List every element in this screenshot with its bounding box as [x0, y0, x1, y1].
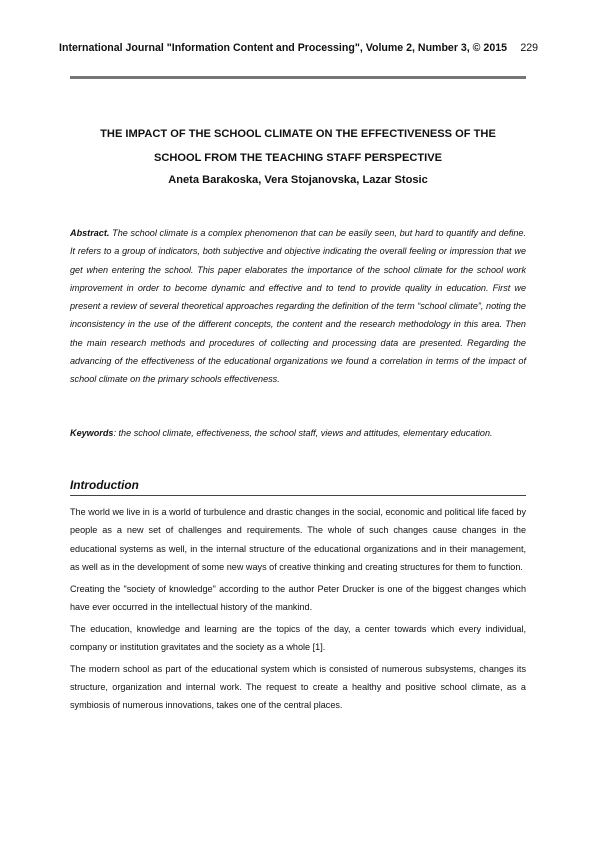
- abstract-text: The school climate is a complex phenomenon that can be easily seen, but hard to quantify and define. It refers to a group of indicators, both subjective and objective indicating the overall feeling or impression that we get when entering the school. This paper elaborates the importance of the school climate for the school work improvement in order to become dynamic and effective and to tend to provide quality in education. First we present a review of several theoretical approaches regarding the definition of the term “school climate”, noting the inconsistency in the use of the different concepts, the content and the research methodology in this area. Then the main research methods and procedures of collecting and processing data are presented. Regarding the advancing of the effectiveness of the educational organizations we found a correlation in terms of the impact of school climate on the primary schools effectiveness.: [70, 228, 527, 385]
- abstract: [70, 224, 526, 389]
- abstract-label: Abstract.: [70, 228, 110, 238]
- paragraph: Creating the "society of knowledge" according to the author Peter Drucker is one of the biggest changes which have ever occurred in the intellectual history of the mankind.: [70, 583, 526, 612]
- paper-title: [70, 122, 526, 170]
- keywords-label: Keywords: [70, 428, 114, 438]
- running-header: [59, 42, 540, 58]
- keywords: [70, 424, 526, 442]
- journal-citation: International Journal "Information Content and Processing", Volume 2, Number 3, © 2015: [59, 42, 507, 54]
- section-heading-introduction: Introduction: [70, 478, 526, 496]
- introduction-body: [70, 503, 526, 718]
- paragraph: The education, knowledge and learning are the topics of the day, a center towards which every individual, company or institution gravitates and the society as a whole [1].: [70, 623, 526, 653]
- title-line-1: THE IMPACT OF THE SCHOOL CLIMATE ON THE EFFECTIVENESS OF THE: [100, 128, 496, 140]
- author-list: Aneta Barakoska, Vera Stojanovska, Lazar Stosic: [168, 174, 428, 186]
- keywords-text: : the school climate, effectiveness, the school staff, views and attitudes, elementary education.: [113, 428, 493, 438]
- header-divider: [70, 76, 526, 79]
- paragraph: The modern school as part of the educational system which is consisted of numerous subsystems, changes its structure, organization and internal work. The request to create a healthy and positive school climate, as a symbiosis of numerous innovations, takes one of the central places.: [70, 663, 526, 711]
- title-line-2: SCHOOL FROM THE TEACHING STAFF PERSPECTIVE: [153, 152, 443, 164]
- page-number: 229: [520, 42, 538, 54]
- paragraph: The world we live in is a world of turbulence and drastic changes in the social, economic and political life faced by people as a new set of challenges and requirements. The whole of such changes cause changes in the educational systems as well, in the internal structure of the educational organizations and in their management, as well as in the development of some new ways of creative thinking and creating structures for them to function.: [70, 507, 526, 572]
